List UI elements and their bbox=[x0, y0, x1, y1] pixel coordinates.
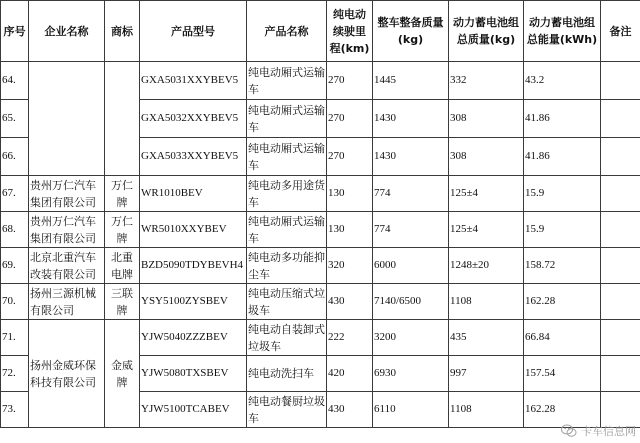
cell-notes bbox=[601, 356, 640, 392]
cell-battery-mass: 435 bbox=[449, 320, 524, 356]
cell-name: 纯电动多用途货车 bbox=[247, 176, 327, 212]
cell-company: 扬州金威环保科技有限公司 bbox=[29, 320, 105, 428]
cell-battery-mass: 997 bbox=[449, 356, 524, 392]
cell-model: YSY5100ZYSBEV bbox=[140, 284, 247, 320]
cell-curb-mass: 3200 bbox=[373, 320, 449, 356]
cell-company: 北京北重汽车改装有限公司 bbox=[29, 248, 105, 284]
cell-seq: 64. bbox=[1, 62, 29, 100]
cell-battery-energy: 41.86 bbox=[524, 138, 601, 176]
table-row bbox=[1, 212, 640, 248]
cell-brand: 万仁牌 bbox=[105, 212, 140, 248]
cell-battery-energy: 157.54 bbox=[524, 356, 601, 392]
cell-brand: 金威牌 bbox=[105, 320, 140, 428]
cell-curb-mass: 1430 bbox=[373, 138, 449, 176]
header-seq: 序号 bbox=[1, 1, 29, 62]
cell-model: BZD5090TDYBEVH4 bbox=[140, 248, 247, 284]
cell-seq: 70. bbox=[1, 284, 29, 320]
cell-notes bbox=[601, 176, 640, 212]
header-name: 产品名称 bbox=[247, 1, 327, 62]
cell-model: GXA5032XXYBEV5 bbox=[140, 100, 247, 138]
cell-seq: 69. bbox=[1, 248, 29, 284]
cell-name: 纯电动餐厨垃圾车 bbox=[247, 392, 327, 428]
header-battery-mass: 动力蓄电池组总质量(kg) bbox=[449, 1, 524, 62]
cell-company bbox=[29, 62, 105, 176]
cell-name: 纯电动多功能抑尘车 bbox=[247, 248, 327, 284]
cell-brand: 三联牌 bbox=[105, 284, 140, 320]
cell-curb-mass: 7140/6500 bbox=[373, 284, 449, 320]
cell-curb-mass: 774 bbox=[373, 212, 449, 248]
cell-model: GXA5033XXYBEV5 bbox=[140, 138, 247, 176]
cell-range: 270 bbox=[327, 62, 373, 100]
cell-battery-energy: 158.72 bbox=[524, 248, 601, 284]
cell-battery-mass: 308 bbox=[449, 138, 524, 176]
cell-curb-mass: 6110 bbox=[373, 392, 449, 428]
cell-model: YJW5080TXSBEV bbox=[140, 356, 247, 392]
cell-range: 270 bbox=[327, 138, 373, 176]
cell-brand: 北重电牌 bbox=[105, 248, 140, 284]
cell-battery-energy: 162.28 bbox=[524, 284, 601, 320]
table-row bbox=[1, 320, 640, 356]
cell-range: 430 bbox=[327, 392, 373, 428]
cell-battery-energy: 43.2 bbox=[524, 62, 601, 100]
cell-brand bbox=[105, 62, 140, 176]
table-row bbox=[1, 248, 640, 284]
cell-notes bbox=[601, 248, 640, 284]
header-brand: 商标 bbox=[105, 1, 140, 62]
cell-curb-mass: 1430 bbox=[373, 100, 449, 138]
cell-battery-mass: 1248±20 bbox=[449, 248, 524, 284]
cell-notes bbox=[601, 212, 640, 248]
cell-name: 纯电动厢式运输车 bbox=[247, 62, 327, 100]
cell-range: 130 bbox=[327, 176, 373, 212]
header-model: 产品型号 bbox=[140, 1, 247, 62]
cell-company: 贵州万仁汽车集团有限公司 bbox=[29, 212, 105, 248]
header-curb-mass: 整车整备质量(kg) bbox=[373, 1, 449, 62]
cell-model: YJW5100TCABEV bbox=[140, 392, 247, 428]
cell-battery-mass: 332 bbox=[449, 62, 524, 100]
cell-range: 130 bbox=[327, 212, 373, 248]
cell-notes bbox=[601, 284, 640, 320]
cell-curb-mass: 1445 bbox=[373, 62, 449, 100]
cell-model: YJW5040ZZZBEV bbox=[140, 320, 247, 356]
cell-range: 222 bbox=[327, 320, 373, 356]
cell-name: 纯电动压缩式垃圾车 bbox=[247, 284, 327, 320]
table-row bbox=[1, 176, 640, 212]
cell-model: WR1010BEV bbox=[140, 176, 247, 212]
cell-battery-energy: 41.86 bbox=[524, 100, 601, 138]
cell-name: 纯电动自装卸式垃圾车 bbox=[247, 320, 327, 356]
watermark-text: 卡车信息网 bbox=[581, 425, 636, 438]
cell-notes bbox=[601, 62, 640, 100]
cell-range: 430 bbox=[327, 284, 373, 320]
cell-company: 扬州三源机械有限公司 bbox=[29, 284, 105, 320]
table-row bbox=[1, 284, 640, 320]
cell-curb-mass: 774 bbox=[373, 176, 449, 212]
header-notes: 备注 bbox=[601, 1, 640, 62]
cell-battery-mass: 308 bbox=[449, 100, 524, 138]
cell-model: GXA5031XXYBEV5 bbox=[140, 62, 247, 100]
cell-battery-energy: 15.9 bbox=[524, 212, 601, 248]
header-range: 纯电动续驶里程(km) bbox=[327, 1, 373, 62]
cell-range: 270 bbox=[327, 100, 373, 138]
watermark bbox=[561, 423, 636, 439]
cell-range: 420 bbox=[327, 356, 373, 392]
cell-name: 纯电动厢式运输车 bbox=[247, 138, 327, 176]
cell-curb-mass: 6000 bbox=[373, 248, 449, 284]
table-header-row bbox=[1, 1, 640, 62]
header-company: 企业名称 bbox=[29, 1, 105, 62]
cell-name: 纯电动洗扫车 bbox=[247, 356, 327, 392]
header-battery-energy: 动力蓄电池组总能量(kWh) bbox=[524, 1, 601, 62]
cell-name: 纯电动厢式运输车 bbox=[247, 100, 327, 138]
cell-brand: 万仁牌 bbox=[105, 176, 140, 212]
table-row bbox=[1, 62, 640, 100]
cell-seq: 71. bbox=[1, 320, 29, 356]
cell-company: 贵州万仁汽车集团有限公司 bbox=[29, 176, 105, 212]
cell-notes bbox=[601, 100, 640, 138]
cell-seq: 65. bbox=[1, 100, 29, 138]
cell-notes bbox=[601, 320, 640, 356]
cell-battery-mass: 1108 bbox=[449, 392, 524, 428]
wechat-icon bbox=[561, 424, 577, 438]
cell-notes bbox=[601, 138, 640, 176]
cell-battery-mass: 125±4 bbox=[449, 176, 524, 212]
cell-model: WR5010XXYBEV bbox=[140, 212, 247, 248]
cell-battery-mass: 125±4 bbox=[449, 212, 524, 248]
cell-curb-mass: 6930 bbox=[373, 356, 449, 392]
cell-seq: 68. bbox=[1, 212, 29, 248]
cell-range: 320 bbox=[327, 248, 373, 284]
cell-name: 纯电动厢式运输车 bbox=[247, 212, 327, 248]
cell-seq: 73. bbox=[1, 392, 29, 428]
cell-seq: 67. bbox=[1, 176, 29, 212]
cell-battery-energy: 15.9 bbox=[524, 176, 601, 212]
cell-seq: 72. bbox=[1, 356, 29, 392]
cell-seq: 66. bbox=[1, 138, 29, 176]
cell-battery-energy: 66.84 bbox=[524, 320, 601, 356]
cell-battery-energy: 162.28 bbox=[524, 392, 601, 428]
cell-battery-mass: 1108 bbox=[449, 284, 524, 320]
